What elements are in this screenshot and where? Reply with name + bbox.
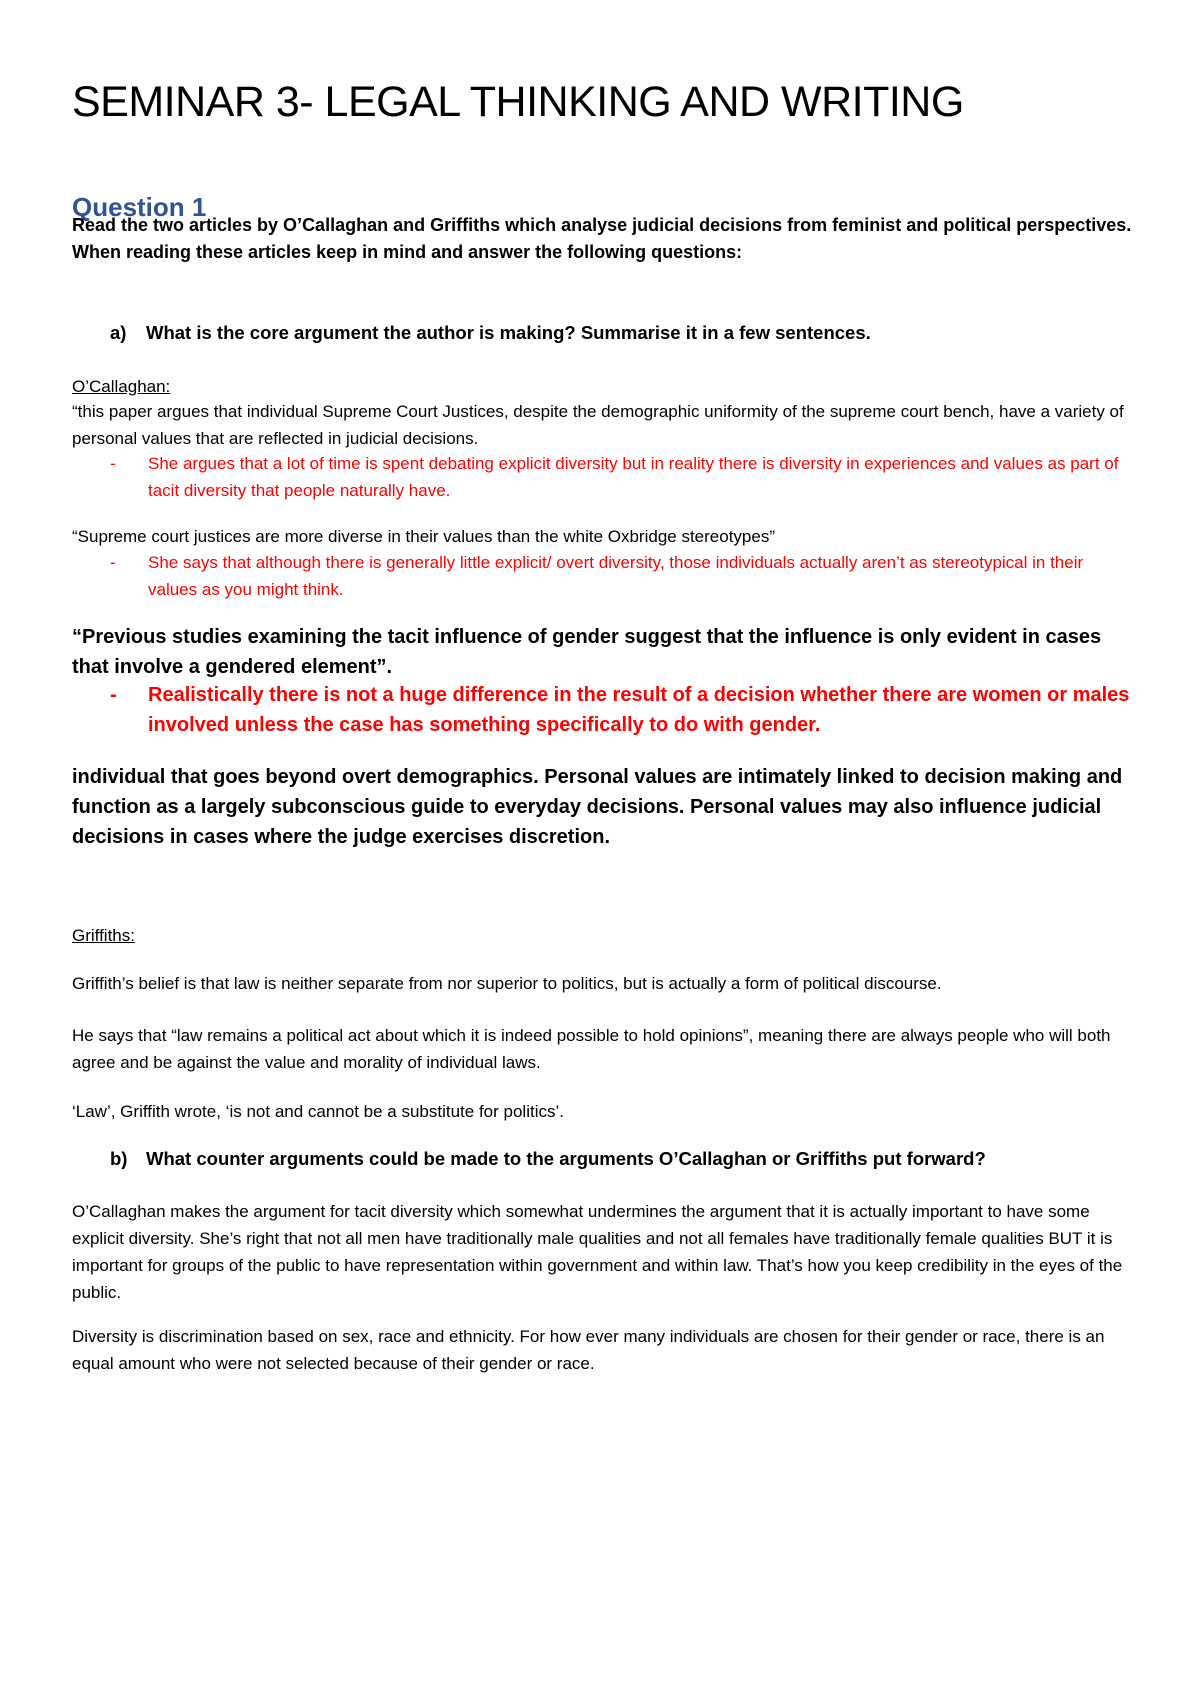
intro-line-2: When reading these articles keep in mind and answer the following questions:	[72, 242, 743, 262]
griffiths-paragraph-1: Griffith’s belief is that law is neither separate from nor superior to politics, but is actually a form of political discourse.	[72, 974, 942, 993]
ocallaghan-label: O’Callaghan:	[72, 377, 171, 396]
part-a-question-text: What is the core argument the author is making? Summarise it in a few sentences.	[146, 322, 871, 343]
question-1-intro	[72, 212, 1132, 266]
griffiths-paragraph-2: He says that “law remains a political act about which it is indeed possible to hold opinions”, meaning there are always people who will both agree and be against the value and morality of individual laws.	[72, 1026, 1111, 1072]
bullet-dash: -	[110, 684, 117, 706]
ocallaghan-bullet-1	[110, 450, 1130, 504]
ocallaghan-quote-1: “this paper argues that individual Supreme Court Justices, despite the demographic uniformity of the supreme court bench, have a variety of personal values that are reflected in judicial decisions.	[72, 402, 1124, 448]
bullet-text: Realistically there is not a huge difference in the result of a decision whether there are women or males involved unless the case has something specifically to do with gender.	[148, 684, 1130, 736]
ocallaghan-bullet-3	[110, 680, 1130, 740]
part-a-question	[110, 322, 871, 344]
ocallaghan-quote-2: “Supreme court justices are more diverse in their values than the white Oxbridge stereotypes”	[72, 527, 775, 546]
ocallaghan-quote-3: “Previous studies examining the tacit influence of gender suggest that the influence is only evident in cases that involve a gendered element”.	[72, 626, 1102, 678]
question-1-heading: Question 1	[72, 192, 207, 222]
griffiths-paragraph-3: ‘Law’, Griffith wrote, ‘is not and cannot be a substitute for politics’.	[72, 1102, 564, 1121]
bullet-dash: -	[110, 553, 116, 572]
part-a-marker: a)	[110, 322, 127, 343]
intro-line-1: Read the two articles by O’Callaghan and Griffiths which analyse judicial decisions from feminist and political perspectives.	[72, 215, 1132, 235]
bullet-dash: -	[110, 454, 116, 473]
document-title: SEMINAR 3- LEGAL THINKING AND WRITING	[72, 78, 964, 126]
counter-argument-paragraph-2: Diversity is discrimination based on sex, race and ethnicity. For how ever many individuals are chosen for their gender or race, there is an equal amount who were not selected because of their gender or race.	[72, 1327, 1105, 1373]
personal-values-paragraph: individual that goes beyond overt demographics. Personal values are intimately linked to decision making and function as a largely subconscious guide to everyday decisions. Personal values may also influence judicial decisions in cases where the judge exercises discretion.	[72, 766, 1123, 848]
part-b-question-text: What counter arguments could be made to the arguments O’Callaghan or Griffiths put forward?	[146, 1148, 986, 1169]
bullet-text: She argues that a lot of time is spent debating explicit diversity but in reality there is diversity in experiences and values as part of tacit diversity that people naturally have.	[148, 454, 1119, 500]
griffiths-label: Griffiths:	[72, 926, 135, 945]
part-b-marker: b)	[110, 1148, 128, 1169]
part-b-question	[110, 1148, 986, 1170]
counter-argument-paragraph-1: O’Callaghan makes the argument for tacit diversity which somewhat undermines the argument that it is actually important to have some explicit diversity. She’s right that not all men have traditionally male qualities and not all females have traditionally female qualities BUT it is important for groups of the public to have representation within government and within law. That’s how you keep credibility in the eyes of the public.	[72, 1202, 1123, 1302]
bullet-text: She says that although there is generally little explicit/ overt diversity, those individuals actually aren’t as stereotypical in their values as you might think.	[148, 553, 1084, 599]
ocallaghan-bullet-2	[110, 549, 1130, 603]
